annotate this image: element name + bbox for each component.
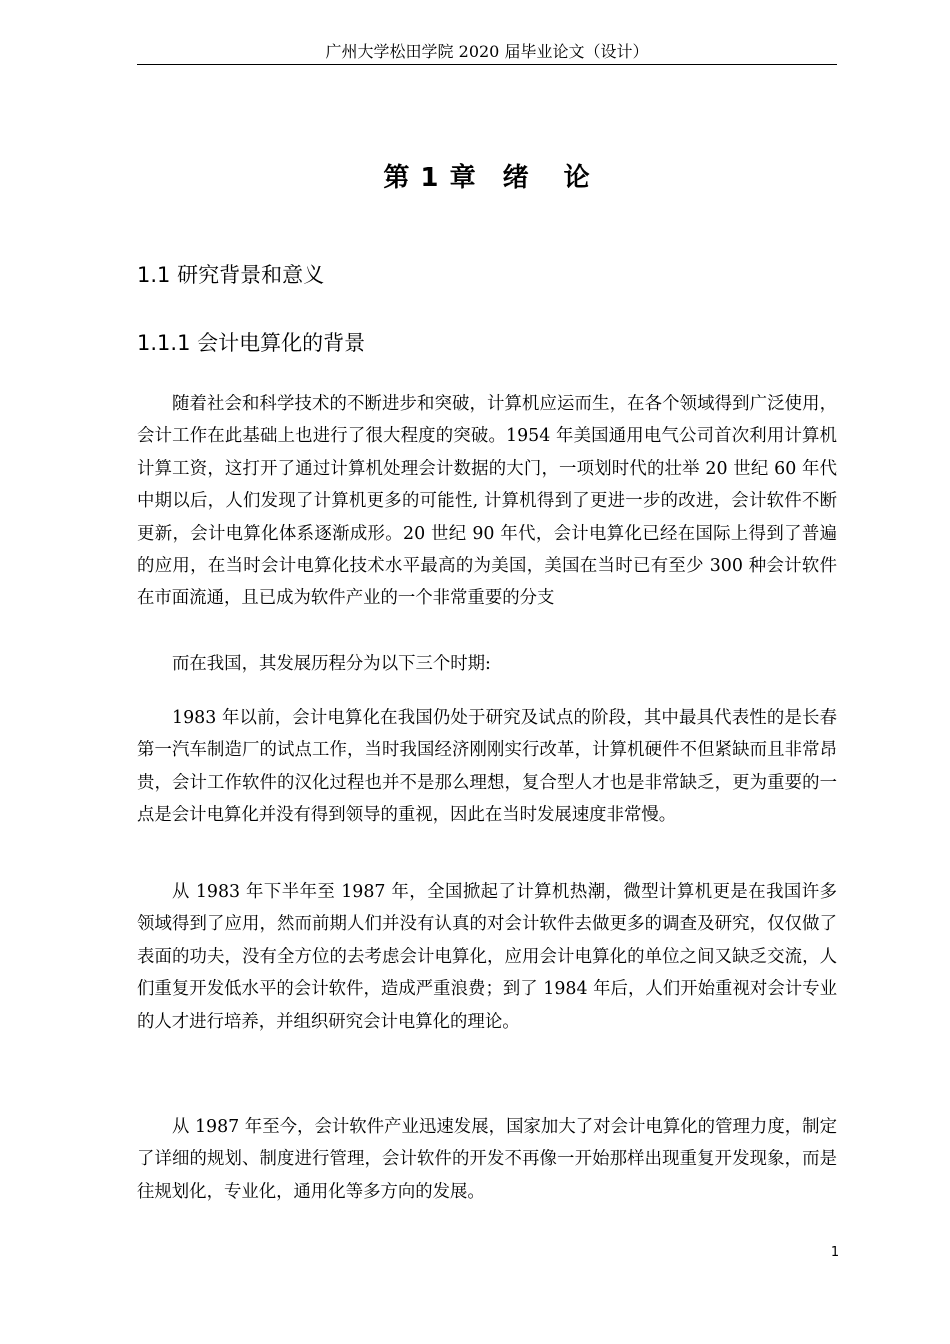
section-heading-1-1-1: 1.1.1 会计电算化的背景 <box>137 331 366 355</box>
paragraph-period-2: 从 1983 年下半年至 1987 年，全国掀起了计算机热潮，微型计算机更是在我国许多领域得到了应用，然而前期人们并没有认真的对会计软件去做更多的调查及研究，仅仅做了表面的功夫，没有全方位的去考虑会计电算化，应用会计电算化的单位之间又缺乏交流，人们重复开发低水平的会计软件，造成严重浪费；到了 1984 年后，人们开始重视对会计专业的人才进行培养，并组织研究会计电算化的理论。 <box>137 882 837 1032</box>
header-rule <box>137 64 837 65</box>
paragraph-background: 随着社会和科学技术的不断进步和突破，计算机应运而生，在各个领域得到广泛使用，会计工作在此基础上也进行了很大程度的突破。1954 年美国通用电气公司首次利用计算机计算工资，这打开了通过计算机处理会计数据的大门，一项划时代的壮举 20 世纪 60 年代中期以后，人们发现了计算机更多的可能性, 计算机得到了更进一步的改进，会计软件不断更新，会计电算化体系逐渐成形。20 世纪 90 年代，会计电算化已经在国际上得到了普遍的应用，在当时会计电算化技术水平最高的为美国，美国在当时已有至少 300 种会计软件在市面流通，且已成为软件产业的一个非常重要的分支 <box>137 394 837 609</box>
chapter-title-char-1: 绪 <box>502 163 530 193</box>
paragraph-period-1: 1983 年以前，会计电算化在我国仍处于研究及试点的阶段，其中最具代表性的是长春第一汽车制造厂的试点工作，当时我国经济刚刚实行改革，计算机硬件不但紧缺而且非常昂贵，会计工作软件的汉化过程也并不是那么理想，复合型人才也是非常缺乏，更为重要的一点是会计电算化并没有得到领导的重视，因此在当时发展速度非常慢。 <box>137 708 837 826</box>
page-header: 广州大学松田学院 2020 届毕业论文（设计） <box>325 42 649 61</box>
paragraph-period-3: 从 1987 年至今，会计软件产业迅速发展，国家加大了对会计电算化的管理力度，制定了详细的规划、制度进行管理，会计软件的开发不再像一开始那样出现重复开发现象，而是往规划化，专业化，通用化等多方向的发展。 <box>137 1117 837 1202</box>
chapter-number: 第 1 章 <box>383 163 477 193</box>
chapter-title-char-2: 论 <box>563 163 591 193</box>
page-number: 1 <box>830 1245 840 1260</box>
section-heading-1-1: 1.1 研究背景和意义 <box>137 263 325 287</box>
paragraph-intro-periods: 而在我国，其发展历程分为以下三个时期: <box>172 654 491 674</box>
chapter-title <box>137 158 837 198</box>
